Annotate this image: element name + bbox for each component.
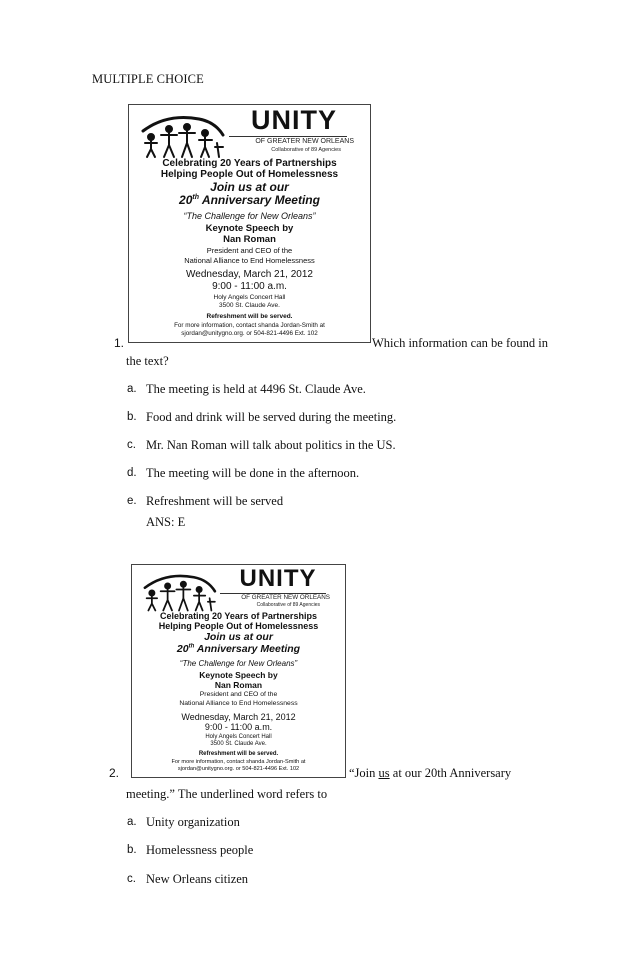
q2-option-a-letter: a. — [127, 816, 137, 828]
flyer-time: 9:00 - 11:00 a.m. — [212, 281, 287, 292]
q1-option-c-letter: c. — [127, 439, 136, 451]
flyer-date: Wednesday, March 21, 2012 — [181, 712, 296, 722]
q1-option-e-text: Refreshment will be served — [146, 494, 284, 508]
flyer-logo-text: UNITY — [251, 105, 337, 135]
flyer-anniversary-num: 20 — [176, 643, 189, 655]
flyer-image-2 — [131, 564, 346, 778]
flyer-anniversary-rest: Anniversary Meeting — [196, 643, 301, 655]
flyer-anniversary-sup: th — [192, 194, 200, 201]
flyer-time: 9:00 - 11:00 a.m. — [204, 722, 273, 732]
flyer-org-name: OF GREATER NEW ORLEANS — [241, 594, 330, 601]
question-2-stem-pre: “Join — [349, 766, 379, 780]
question-1-stem: Which information can be found in — [372, 336, 548, 350]
flyer-speaker: Nan Roman — [223, 234, 276, 245]
flyer-join: Join us at our — [210, 180, 289, 194]
q1-option-d-text: The meeting will be done in the afternoon. — [146, 466, 360, 480]
flyer-refreshment: Refreshment will be served. — [206, 313, 293, 320]
flyer-alliance: National Alliance to End Homelessness — [179, 700, 298, 707]
flyer-address: 3500 St. Claude Ave. — [210, 741, 267, 747]
flyer-challenge: “The Challenge for New Orleans” — [179, 659, 298, 668]
flyer-president: President and CEO of the — [206, 246, 293, 255]
flyer-contact-1: For more information, contact shanda Jordan-Smith at — [174, 322, 325, 329]
flyer-contact-2: sjordan@unitygno.org. or 504-821-4496 Ext. 102 — [177, 766, 300, 772]
flyer-refreshment: Refreshment will be served. — [198, 751, 279, 757]
q1-answer: ANS: E — [146, 515, 186, 529]
q1-option-b-text: Food and drink will be served during the meeting. — [146, 410, 397, 424]
q1-option-b-letter: b. — [127, 411, 137, 423]
unity-figures-logo-icon — [137, 113, 227, 161]
q2-option-b-letter: b. — [127, 844, 137, 856]
flyer-logo-underline — [229, 136, 347, 137]
flyer-org-name: OF GREATER NEW ORLEANS — [255, 138, 354, 145]
flyer-alliance: National Alliance to End Homelessness — [184, 256, 315, 265]
flyer-venue: Holy Angels Concert Hall — [213, 294, 286, 301]
q1-option-a-text: The meeting is held at 4496 St. Claude Ave. — [146, 382, 366, 396]
flyer-venue: Holy Angels Concert Hall — [205, 734, 272, 740]
flyer-logo-text: UNITY — [239, 565, 317, 592]
q1-option-e-letter: e. — [127, 495, 137, 507]
question-2-number: 2. — [109, 766, 120, 780]
flyer-helping: Helping People Out of Homelessness — [160, 169, 339, 180]
flyer-image-1 — [128, 104, 371, 343]
flyer-speaker: Nan Roman — [214, 680, 263, 690]
question-2-stem — [349, 766, 511, 781]
flyer-org-sub: Collaborative of 89 Agencies — [256, 602, 320, 608]
flyer-president: President and CEO of the — [199, 691, 278, 698]
q1-option-a-letter: a. — [127, 383, 137, 395]
question-2-underlined-word: us — [378, 766, 390, 780]
flyer-org-sub: Collaborative of 89 Agencies — [271, 147, 341, 153]
question-1-stem-cont: the text? — [126, 354, 169, 368]
flyer-date: Wednesday, March 21, 2012 — [186, 269, 313, 280]
flyer-anniversary-sup: th — [188, 643, 195, 650]
question-1-number: 1. — [114, 336, 125, 350]
q2-option-b-text: Homelessness people — [146, 843, 254, 857]
q2-option-c-text: New Orleans citizen — [146, 872, 249, 886]
flyer-keynote: Keynote Speech by — [205, 223, 294, 234]
flyer-contact-2: sjordan@unitygno.org. or 504-821-4496 Ext. 102 — [181, 330, 318, 337]
flyer-anniversary-rest: Anniversary Meeting — [201, 193, 320, 207]
question-2-stem-post: at our 20th Anniversary — [389, 766, 512, 780]
flyer-helping: Helping People Out of Homelessness — [158, 621, 319, 631]
flyer-challenge: “The Challenge for New Orleans” — [183, 211, 316, 221]
q2-option-c-letter: c. — [127, 873, 136, 885]
page-heading: MULTIPLE CHOICE — [92, 72, 204, 86]
q1-option-d-letter: d. — [127, 467, 137, 479]
flyer-anniversary-num: 20 — [179, 193, 193, 207]
flyer-contact-1: For more information, contact shanda Jordan-Smith at — [171, 759, 306, 765]
q1-option-c-text: Mr. Nan Roman will talk about politics in the US. — [146, 438, 396, 452]
flyer-address: 3500 St. Claude Ave. — [219, 302, 280, 309]
flyer-anniversary — [129, 193, 370, 207]
flyer-celebrating: Celebrating 20 Years of Partnerships — [160, 611, 317, 621]
q2-option-a-text: Unity organization — [146, 815, 240, 829]
question-2-stem-cont: meeting.” The underlined word refers to — [126, 787, 328, 801]
flyer-anniversary — [132, 643, 345, 655]
flyer-celebrating: Celebrating 20 Years of Partnerships — [162, 158, 337, 169]
flyer-keynote: Keynote Speech by — [199, 670, 278, 680]
flyer-join: Join us at our — [204, 631, 273, 643]
